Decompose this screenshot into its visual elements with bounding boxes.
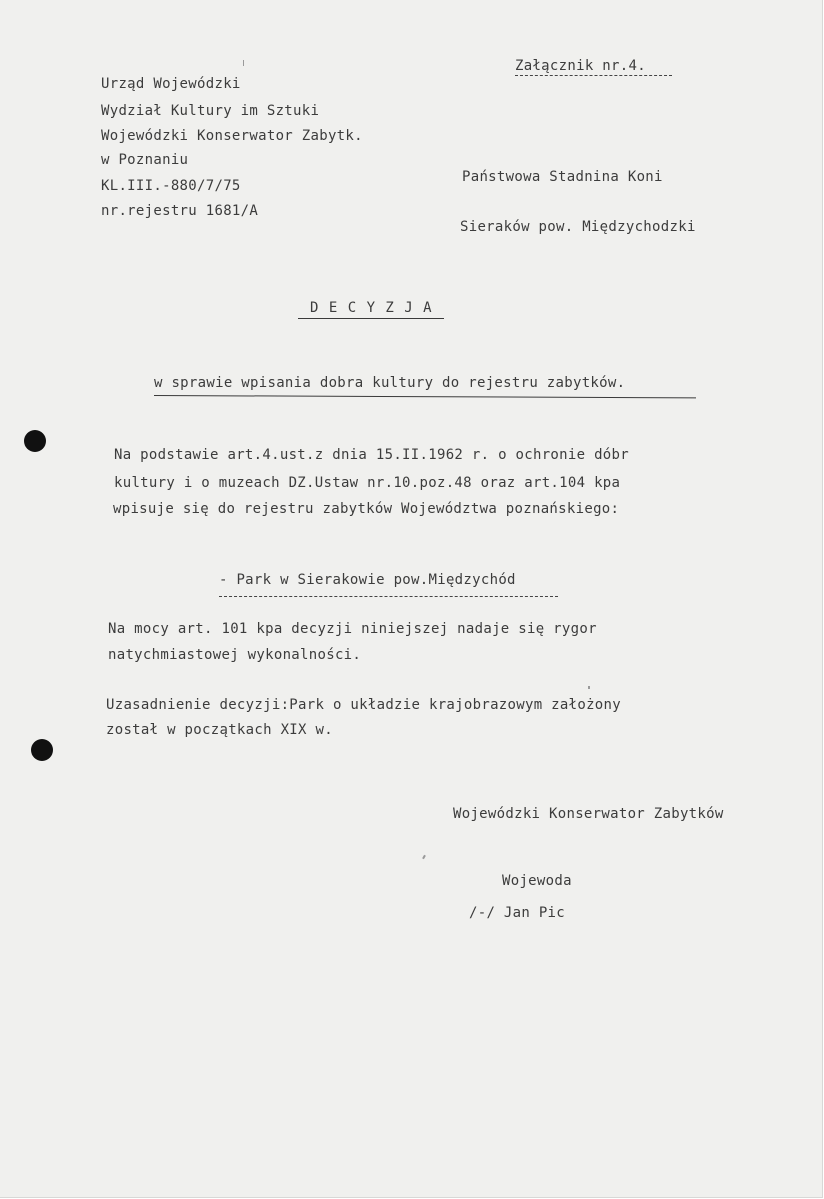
justification-line-2: został w początkach XIX w. [106, 722, 333, 738]
register-entry-underline [219, 596, 558, 597]
document-title: D E C Y Z J A [310, 300, 433, 316]
sender-line-city: w Poznaniu [101, 152, 189, 168]
signature-name: /-/ Jan Pic [469, 905, 566, 921]
document-title-underline [298, 318, 444, 319]
sender-line-department: Wydział Kultury im Sztuki [101, 103, 320, 119]
scan-speck [588, 686, 590, 689]
legal-basis-line-2: kultury i o muzeach DZ.Ustaw nr.10.poz.48 oraz art.104 kpa [114, 475, 621, 491]
punch-hole-upper [24, 430, 46, 452]
recipient-address: Sieraków pow. Międzychodzki [460, 219, 696, 235]
subject-line: w sprawie wpisania dobra kultury do rejestru zabytków. [154, 375, 626, 391]
signature-office: Wojewódzki Konserwator Zabytków [453, 806, 724, 822]
scan-speck [422, 855, 426, 859]
legal-basis-line-3: wpisuje się do rejestru zabytków Województwa poznańskiego: [113, 501, 620, 517]
sender-line-office: Urząd Wojewódzki [101, 76, 241, 92]
punch-hole-lower [31, 739, 53, 761]
justification-line-1: Uzasadnienie decyzji:Park o układzie krajobrazowym założony [106, 697, 621, 713]
enforcement-line-1: Na mocy art. 101 kpa decyzji niniejszej nadaje się rygor [108, 621, 597, 637]
sender-line-conservator: Wojewódzki Konserwator Zabytk. [101, 128, 363, 144]
attachment-label: Załącznik nr.4. [515, 58, 646, 74]
signature-role: Wojewoda [502, 873, 572, 889]
attachment-label-underline [515, 75, 672, 76]
legal-basis-line-1: Na podstawie art.4.ust.z dnia 15.II.1962 r. o ochronie dóbr [114, 447, 629, 463]
enforcement-line-2: natychmiastowej wykonalności. [108, 647, 362, 663]
scan-speck [243, 60, 244, 66]
subject-underline [154, 395, 696, 398]
sender-line-register-number: nr.rejestru 1681/A [101, 203, 259, 219]
register-entry: - Park w Sierakowie pow.Międzychód [219, 572, 516, 588]
sender-line-reference: KL.III.-880/7/75 [101, 178, 241, 194]
recipient-name: Państwowa Stadnina Koni [462, 169, 663, 185]
